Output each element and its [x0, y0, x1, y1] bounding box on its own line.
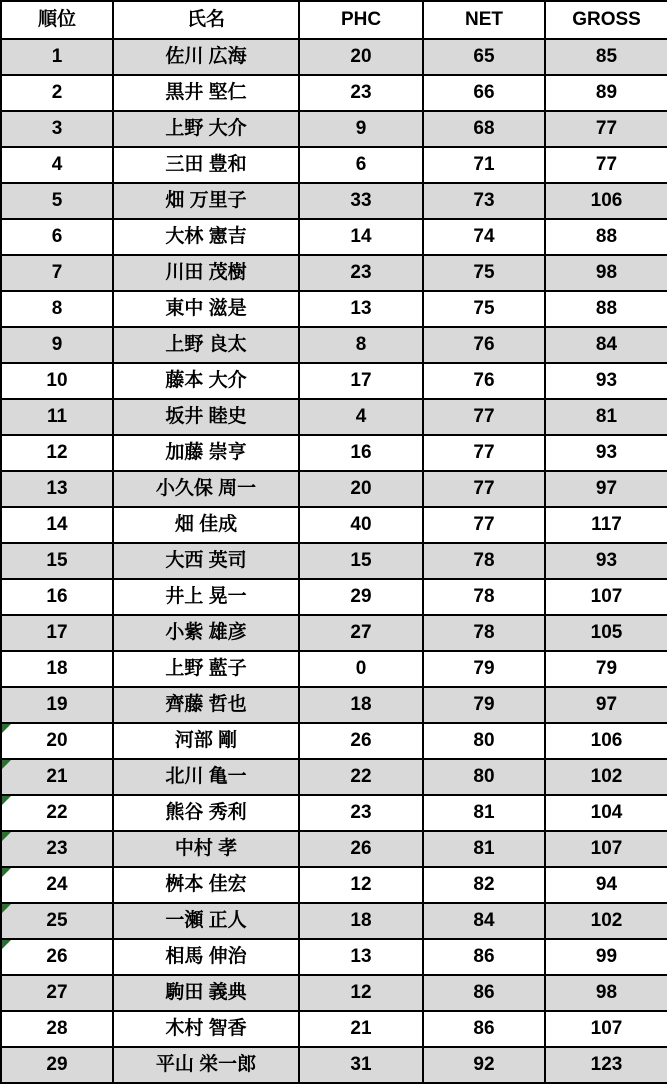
- cell-phc: 18: [299, 687, 423, 723]
- cell-rank: 12: [1, 435, 113, 471]
- cell-name: 一瀬 正人: [113, 903, 299, 939]
- cell-gross: 93: [545, 435, 667, 471]
- cell-net: 77: [423, 471, 545, 507]
- cell-rank: 7: [1, 255, 113, 291]
- cell-phc: 0: [299, 651, 423, 687]
- cell-name: 大林 憲吉: [113, 219, 299, 255]
- cell-name: 小久保 周一: [113, 471, 299, 507]
- cell-rank: 25: [1, 903, 113, 939]
- cell-rank: 28: [1, 1011, 113, 1047]
- cell-rank: 16: [1, 579, 113, 615]
- cell-net: 71: [423, 147, 545, 183]
- table-row: [1, 687, 667, 723]
- table-row: [1, 867, 667, 903]
- cell-name: 北川 亀一: [113, 759, 299, 795]
- cell-net: 66: [423, 75, 545, 111]
- cell-phc: 26: [299, 831, 423, 867]
- cell-name: 東中 滋是: [113, 291, 299, 327]
- table-row: [1, 975, 667, 1011]
- cell-net: 92: [423, 1047, 545, 1083]
- cell-phc: 23: [299, 255, 423, 291]
- cell-gross: 93: [545, 363, 667, 399]
- cell-phc: 40: [299, 507, 423, 543]
- cell-name: 黒井 堅仁: [113, 75, 299, 111]
- cell-phc: 23: [299, 75, 423, 111]
- table-row: [1, 579, 667, 615]
- table-body: [1, 39, 667, 1083]
- cell-name: 井上 晃一: [113, 579, 299, 615]
- cell-net: 81: [423, 831, 545, 867]
- cell-gross: 97: [545, 471, 667, 507]
- cell-phc: 29: [299, 579, 423, 615]
- cell-gross: 102: [545, 903, 667, 939]
- cell-phc: 13: [299, 939, 423, 975]
- cell-phc: 33: [299, 183, 423, 219]
- table-row: [1, 507, 667, 543]
- cell-gross: 107: [545, 579, 667, 615]
- cell-gross: 81: [545, 399, 667, 435]
- cell-phc: 20: [299, 39, 423, 75]
- cell-phc: 22: [299, 759, 423, 795]
- cell-rank: 1: [1, 39, 113, 75]
- cell-net: 79: [423, 651, 545, 687]
- cell-net: 76: [423, 327, 545, 363]
- cell-rank: 3: [1, 111, 113, 147]
- cell-phc: 4: [299, 399, 423, 435]
- cell-phc: 27: [299, 615, 423, 651]
- cell-phc: 31: [299, 1047, 423, 1083]
- cell-net: 86: [423, 1011, 545, 1047]
- cell-phc: 16: [299, 435, 423, 471]
- cell-net: 75: [423, 255, 545, 291]
- cell-gross: 107: [545, 1011, 667, 1047]
- table-row: [1, 291, 667, 327]
- cell-phc: 12: [299, 975, 423, 1011]
- cell-gross: 88: [545, 219, 667, 255]
- cell-name: 上野 良太: [113, 327, 299, 363]
- table-row: [1, 147, 667, 183]
- column-header-net: NET: [423, 1, 545, 39]
- cell-gross: 79: [545, 651, 667, 687]
- cell-phc: 14: [299, 219, 423, 255]
- cell-net: 80: [423, 759, 545, 795]
- cell-gross: 89: [545, 75, 667, 111]
- cell-gross: 106: [545, 183, 667, 219]
- cell-rank: 11: [1, 399, 113, 435]
- column-header-name: 氏名: [113, 1, 299, 39]
- table-row: [1, 831, 667, 867]
- cell-phc: 17: [299, 363, 423, 399]
- cell-gross: 88: [545, 291, 667, 327]
- table-header: [1, 1, 667, 39]
- cell-net: 68: [423, 111, 545, 147]
- cell-rank: 2: [1, 75, 113, 111]
- cell-phc: 15: [299, 543, 423, 579]
- cell-rank: 13: [1, 471, 113, 507]
- cell-name: 佐川 広海: [113, 39, 299, 75]
- cell-phc: 26: [299, 723, 423, 759]
- cell-name: 駒田 義典: [113, 975, 299, 1011]
- cell-phc: 6: [299, 147, 423, 183]
- column-header-gross: GROSS: [545, 1, 667, 39]
- cell-gross: 99: [545, 939, 667, 975]
- cell-name: 桝本 佳宏: [113, 867, 299, 903]
- cell-gross: 106: [545, 723, 667, 759]
- cell-net: 75: [423, 291, 545, 327]
- cell-gross: 97: [545, 687, 667, 723]
- cell-gross: 117: [545, 507, 667, 543]
- cell-name: 齊藤 哲也: [113, 687, 299, 723]
- cell-phc: 23: [299, 795, 423, 831]
- table-row: [1, 219, 667, 255]
- cell-gross: 98: [545, 255, 667, 291]
- cell-gross: 104: [545, 795, 667, 831]
- cell-net: 76: [423, 363, 545, 399]
- cell-rank: 4: [1, 147, 113, 183]
- cell-name: 川田 茂樹: [113, 255, 299, 291]
- cell-gross: 123: [545, 1047, 667, 1083]
- table-row: [1, 435, 667, 471]
- table-row: [1, 1047, 667, 1083]
- cell-rank: 17: [1, 615, 113, 651]
- table-row: [1, 75, 667, 111]
- cell-net: 74: [423, 219, 545, 255]
- cell-name: 河部 剛: [113, 723, 299, 759]
- cell-gross: 84: [545, 327, 667, 363]
- cell-name: 木村 智香: [113, 1011, 299, 1047]
- table-row: [1, 363, 667, 399]
- table-row: [1, 759, 667, 795]
- cell-rank: 14: [1, 507, 113, 543]
- cell-name: 畑 佳成: [113, 507, 299, 543]
- cell-rank: 9: [1, 327, 113, 363]
- cell-phc: 13: [299, 291, 423, 327]
- cell-net: 78: [423, 579, 545, 615]
- cell-net: 81: [423, 795, 545, 831]
- cell-net: 80: [423, 723, 545, 759]
- table-row: [1, 615, 667, 651]
- cell-net: 77: [423, 435, 545, 471]
- column-header-phc: PHC: [299, 1, 423, 39]
- cell-rank: 21: [1, 759, 113, 795]
- cell-rank: 6: [1, 219, 113, 255]
- cell-name: 相馬 伸治: [113, 939, 299, 975]
- cell-name: 坂井 睦史: [113, 399, 299, 435]
- cell-gross: 94: [545, 867, 667, 903]
- cell-name: 上野 藍子: [113, 651, 299, 687]
- cell-gross: 105: [545, 615, 667, 651]
- cell-name: 畑 万里子: [113, 183, 299, 219]
- cell-name: 熊谷 秀利: [113, 795, 299, 831]
- cell-net: 86: [423, 939, 545, 975]
- cell-gross: 85: [545, 39, 667, 75]
- cell-gross: 93: [545, 543, 667, 579]
- cell-net: 78: [423, 543, 545, 579]
- cell-rank: 23: [1, 831, 113, 867]
- table-row: [1, 795, 667, 831]
- table-row: [1, 39, 667, 75]
- table-row: [1, 399, 667, 435]
- cell-phc: 12: [299, 867, 423, 903]
- table-row: [1, 111, 667, 147]
- cell-name: 三田 豊和: [113, 147, 299, 183]
- cell-rank: 5: [1, 183, 113, 219]
- cell-net: 73: [423, 183, 545, 219]
- table-header-row: [1, 1, 667, 39]
- table-row: [1, 1011, 667, 1047]
- table-row: [1, 651, 667, 687]
- cell-gross: 98: [545, 975, 667, 1011]
- column-header-rank: 順位: [1, 1, 113, 39]
- cell-rank: 18: [1, 651, 113, 687]
- cell-phc: 20: [299, 471, 423, 507]
- cell-phc: 18: [299, 903, 423, 939]
- cell-net: 77: [423, 507, 545, 543]
- table-row: [1, 183, 667, 219]
- cell-name: 加藤 崇亨: [113, 435, 299, 471]
- cell-name: 平山 栄一郎: [113, 1047, 299, 1083]
- cell-name: 中村 孝: [113, 831, 299, 867]
- cell-net: 82: [423, 867, 545, 903]
- cell-gross: 77: [545, 147, 667, 183]
- table-row: [1, 471, 667, 507]
- cell-net: 84: [423, 903, 545, 939]
- table-row: [1, 939, 667, 975]
- table-row: [1, 543, 667, 579]
- cell-net: 65: [423, 39, 545, 75]
- cell-rank: 15: [1, 543, 113, 579]
- cell-phc: 21: [299, 1011, 423, 1047]
- cell-gross: 107: [545, 831, 667, 867]
- cell-net: 78: [423, 615, 545, 651]
- cell-rank: 26: [1, 939, 113, 975]
- cell-rank: 27: [1, 975, 113, 1011]
- cell-net: 86: [423, 975, 545, 1011]
- cell-phc: 8: [299, 327, 423, 363]
- cell-rank: 10: [1, 363, 113, 399]
- table-row: [1, 903, 667, 939]
- cell-rank: 20: [1, 723, 113, 759]
- table-row: [1, 723, 667, 759]
- cell-gross: 77: [545, 111, 667, 147]
- cell-rank: 24: [1, 867, 113, 903]
- cell-name: 小紫 雄彦: [113, 615, 299, 651]
- cell-gross: 102: [545, 759, 667, 795]
- cell-rank: 8: [1, 291, 113, 327]
- cell-net: 77: [423, 399, 545, 435]
- cell-phc: 9: [299, 111, 423, 147]
- cell-name: 藤本 大介: [113, 363, 299, 399]
- cell-rank: 19: [1, 687, 113, 723]
- cell-rank: 29: [1, 1047, 113, 1083]
- cell-name: 上野 大介: [113, 111, 299, 147]
- cell-name: 大西 英司: [113, 543, 299, 579]
- cell-net: 79: [423, 687, 545, 723]
- table-row: [1, 327, 667, 363]
- table-row: [1, 255, 667, 291]
- cell-rank: 22: [1, 795, 113, 831]
